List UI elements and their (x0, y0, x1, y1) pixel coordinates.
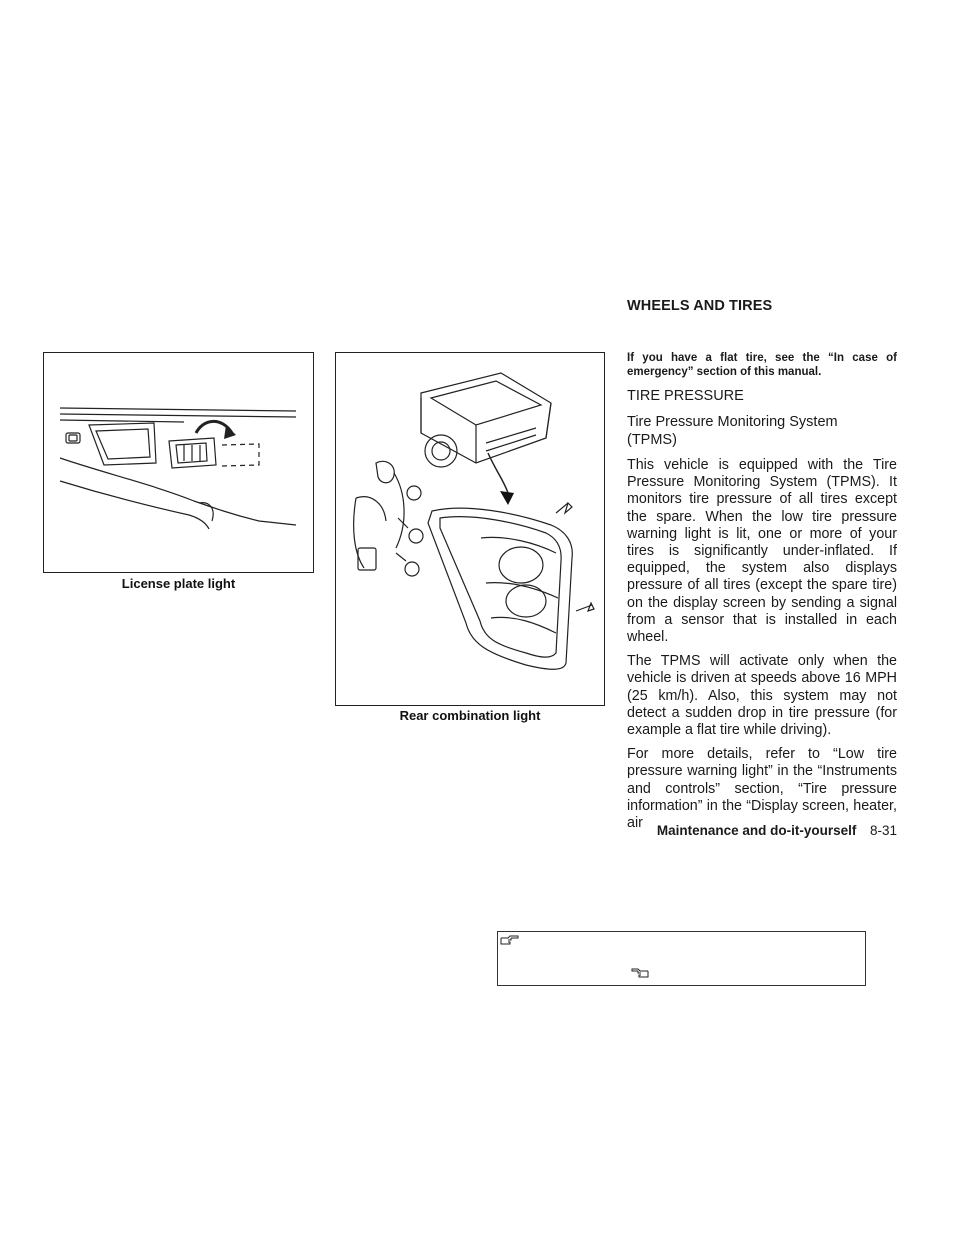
paragraph-tpms-activation: The TPMS will activate only when the vehicle is driven at speeds above 16 MPH (25 km/h). Also, this system may not detect a sudden drop in tire pressure (for example a flat tire while driving). (627, 653, 897, 739)
hand-pointing-right-icon (500, 934, 520, 946)
license-plate-light-figure (43, 352, 314, 573)
hand-pointing-left-icon (630, 967, 650, 979)
footer-page-number: 8-31 (869, 823, 897, 838)
rear-combination-light-figure (335, 352, 605, 706)
tire-pressure-heading: TIRE PRESSURE (627, 388, 744, 404)
license-plate-light-illustration (44, 353, 313, 572)
footer-section-name: Maintenance and do-it-yourself (656, 823, 857, 838)
license-plate-light-caption: License plate light (121, 576, 236, 591)
cross-reference-box (497, 931, 866, 986)
paragraph-tpms-description: This vehicle is equipped with the Tire Pressure Monitoring System (TPMS). It monitors tire pressure of all tires except the spare. When the low tire pressure warning light is lit, one or more of your tires is significantly under-inflated. If equipped, the system also displays pressure of all tires (except the spare tire) on the display screen by sending a signal from a sensor that is installed in each wheel. (627, 457, 897, 646)
section-title: WHEELS AND TIRES (627, 298, 773, 314)
paragraph-more-details: For more details, refer to “Low tire pressure warning light” in the “Instruments and controls” section, “Tire pressure information” in the “Display screen, heater, air (627, 746, 897, 832)
flat-tire-note: If you have a flat tire, see the “In case of emergency” section of this manual. (627, 352, 897, 378)
tpms-heading: Tire Pressure Monitoring System (TPMS) (627, 414, 838, 448)
rear-combination-light-caption: Rear combination light (399, 708, 541, 723)
rear-combination-light-illustration (336, 353, 604, 705)
page-footer (600, 823, 897, 838)
